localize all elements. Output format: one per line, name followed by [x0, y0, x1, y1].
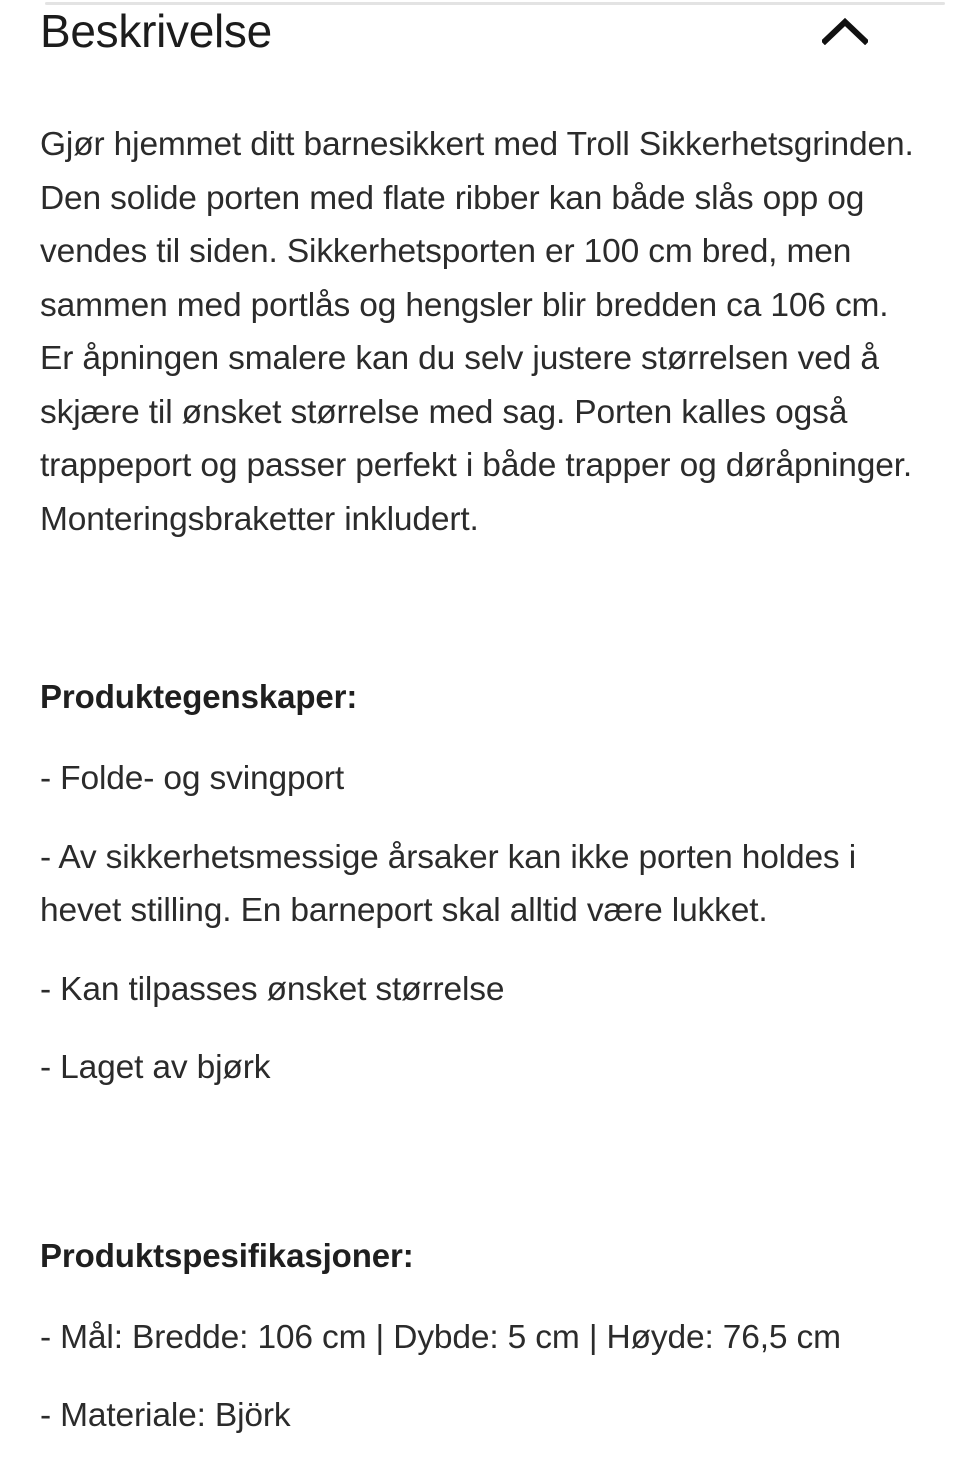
- spacer: [40, 546, 920, 674]
- list-item: - Materiale: Björk: [40, 1397, 291, 1434]
- description-paragraph: Gjør hjemmet ditt barnesikkert med Troll Sikkerhetsgrinden. Den solide porten med flate ribber kan både slås opp og vendes til siden. Sikkerhetsporten er 100 cm bred, men sammen med portlås og hengsler blir bredden ca 106 cm. Er åpningen smalere kan du selv justere størrelsen ved å skjære til ønsket størrelse med sag. Porten kalles også trappeport og passer perfekt i både trapper og døråpninger. Monteringsbraketter inkludert.: [40, 126, 914, 538]
- specifications-heading: Produktspesifikasjoner:: [40, 1236, 414, 1274]
- list-item: - Av sikkerhetsmessige årsaker kan ikke porten holdes i hevet stilling. En barneport skal alltid være lukket.: [40, 838, 856, 929]
- list-item: - Folde- og svingport: [40, 760, 345, 797]
- spacer: [40, 1364, 920, 1389]
- spacer: [40, 1016, 920, 1041]
- list-item: - Kan tilpasses ønsket størrelse: [40, 970, 505, 1008]
- spacer: [40, 938, 920, 963]
- spacer: [40, 1279, 920, 1311]
- page-title: Beskrivelse: [40, 5, 272, 57]
- spacer: [40, 806, 920, 831]
- list-item: - Mål: Bredde: 106 cm | Dybde: 5 cm | Høyde: 76,5 cm: [40, 1318, 841, 1356]
- accordion-toggle-button[interactable]: [815, 0, 875, 62]
- accordion-header-beskrivelse[interactable]: [0, 0, 960, 100]
- features-heading: Produktegenskaper:: [40, 678, 358, 715]
- list-item: - Laget av bjørk: [40, 1049, 271, 1086]
- accordion-body: [0, 118, 960, 1443]
- spacer: [40, 1095, 920, 1233]
- chevron-up-icon: [822, 17, 868, 45]
- spacer: [40, 720, 920, 752]
